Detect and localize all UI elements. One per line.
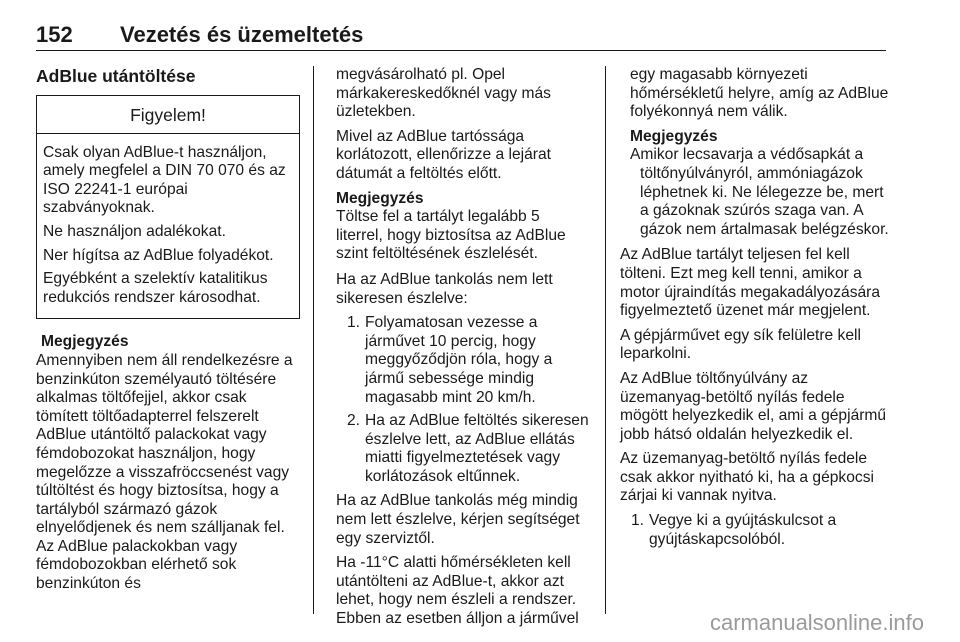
- paragraph: Az AdBlue töltőnyúlvány az üzemanyag-betöltő nyílás fedele mögött helyezkedik el, ami a gépjármű jobb hátsó oldalán helyezkedik el.: [620, 369, 887, 443]
- note-text: Amikor lecsavarja a védősapkát a töltőnyúlványról, ammóniagázok léphetnek ki. Ne lélegezze be, mert a gázoknak szúrós szaga van. A gázok nem ártalmasak belégzéskor.: [630, 146, 889, 238]
- warning-paragraph: Egyébként a szelektív katalitikus redukciós rendszer károsodhat.: [43, 270, 268, 306]
- note-block: [630, 128, 892, 240]
- note-title: Megjegyzés: [630, 127, 718, 145]
- numbered-list: [336, 314, 590, 486]
- numbered-list: [620, 512, 892, 549]
- list-number: 1.: [630, 512, 644, 530]
- note-text: Töltse fel a tartályt legalább 5 literrel, hogy biztosítsa az AdBlue szint feltöltésének észlelését.: [336, 208, 566, 263]
- paragraph: egy magasabb környezeti hőmérsékletű helyre, amíg az AdBlue folyékonnyá nem válik.: [630, 66, 889, 121]
- list-text: Folyamatosan vezesse a járművet 10 percig, hogy meggyőződjön róla, hogy a jármű sebessége mindig magasabb mint 20 km/h.: [365, 314, 553, 406]
- note-block: [336, 190, 590, 264]
- page-number: 152: [36, 22, 73, 47]
- warning-title: Figyelem!: [37, 96, 299, 134]
- warning-paragraph: Csak olyan AdBlue-t használjon, amely megfelel a DIN 70 070 és az ISO 22241-1 európai szabványoknak.: [43, 143, 286, 217]
- paragraph: Ha az AdBlue tankolás nem lett sikeresen észlelve:: [336, 270, 553, 307]
- list-item: [620, 512, 892, 549]
- list-item: [336, 314, 590, 407]
- paragraph: Ha -11°C alatti hőmérsékleten kell utántölteni az AdBlue-t, akkor azt lehet, hogy nem észleli a rendszer. Ebben az esetben álljon a járművel: [336, 554, 579, 628]
- paragraph: Az AdBlue tartályt teljesen fel kell tölteni. Ezt meg kell tenni, amikor a motor újraindítás megakadályozására figyelmeztető üzenet már megjelent.: [620, 246, 881, 320]
- list-number: 1.: [346, 314, 360, 332]
- paragraph: Az üzemanyag-betöltő nyílás fedele csak akkor nyitható ki, ha a gépkocsi zárjai ki vannak nyitva.: [620, 450, 874, 505]
- note-title: Megjegyzés: [41, 333, 129, 351]
- page-header: [36, 16, 886, 51]
- column-1: [36, 66, 302, 601]
- warning-paragraph: Ne használjon adalékokat.: [43, 222, 226, 240]
- paragraph: Mivel az AdBlue tartóssága korlátozott, ellenőrizze a lejárat dátumát a feltöltés előtt.: [336, 127, 551, 182]
- paragraph: megvásárolható pl. Opel márkakereskedőknél vagy más üzletekben.: [336, 66, 551, 121]
- list-number: 2.: [346, 412, 360, 430]
- note-text: Amennyiben nem áll rendelkezésre a benzinkúton személyautó töltésére alkalmas töltőfejjel, akkor csak tömített töltőadapterrel felszerelt AdBlue utántöltő palackokat vagy fémdobozokat használjon, hogy megelőzze a visszafröccsenést vagy túltöltést és hogy biztosítsa, hogy a tartályból származó gázok elnyelődjenek és nem szálljanak fel. Az AdBlue palackokban vagy fémdobozokban elérhető sok benzinkúton és: [36, 351, 293, 593]
- list-text: Vegye ki a gyújtáskulcsot a gyújtáskapcsolóból.: [649, 512, 837, 548]
- paragraph: Ha az AdBlue tankolás még mindig nem lett észlelve, kérjen segítséget egy szerviztől.: [336, 492, 580, 547]
- list-item: [336, 412, 590, 486]
- list-text: Ha az AdBlue feltöltés sikeresen észlelve lett, az AdBlue ellátás miatti figyelmeztetések vagy korlátozások eltűnnek.: [365, 412, 589, 485]
- note-block: [36, 333, 302, 593]
- column-3: [620, 66, 892, 555]
- warning-box: [36, 95, 300, 319]
- column-2: [336, 66, 590, 635]
- warning-paragraph: Ner hígítsa az AdBlue folyadékot.: [43, 246, 274, 264]
- warning-body: [37, 134, 299, 319]
- section-title: AdBlue utántöltése: [36, 66, 196, 86]
- watermark: carmanualsonline.info: [709, 610, 924, 635]
- column-divider: [605, 66, 606, 614]
- paragraph: A gépjárművet egy sík felületre kell leparkolni.: [620, 326, 861, 363]
- chapter-title: Vezetés és üzemeltetés: [120, 22, 364, 47]
- column-divider: [313, 66, 314, 614]
- note-title: Megjegyzés: [336, 189, 424, 207]
